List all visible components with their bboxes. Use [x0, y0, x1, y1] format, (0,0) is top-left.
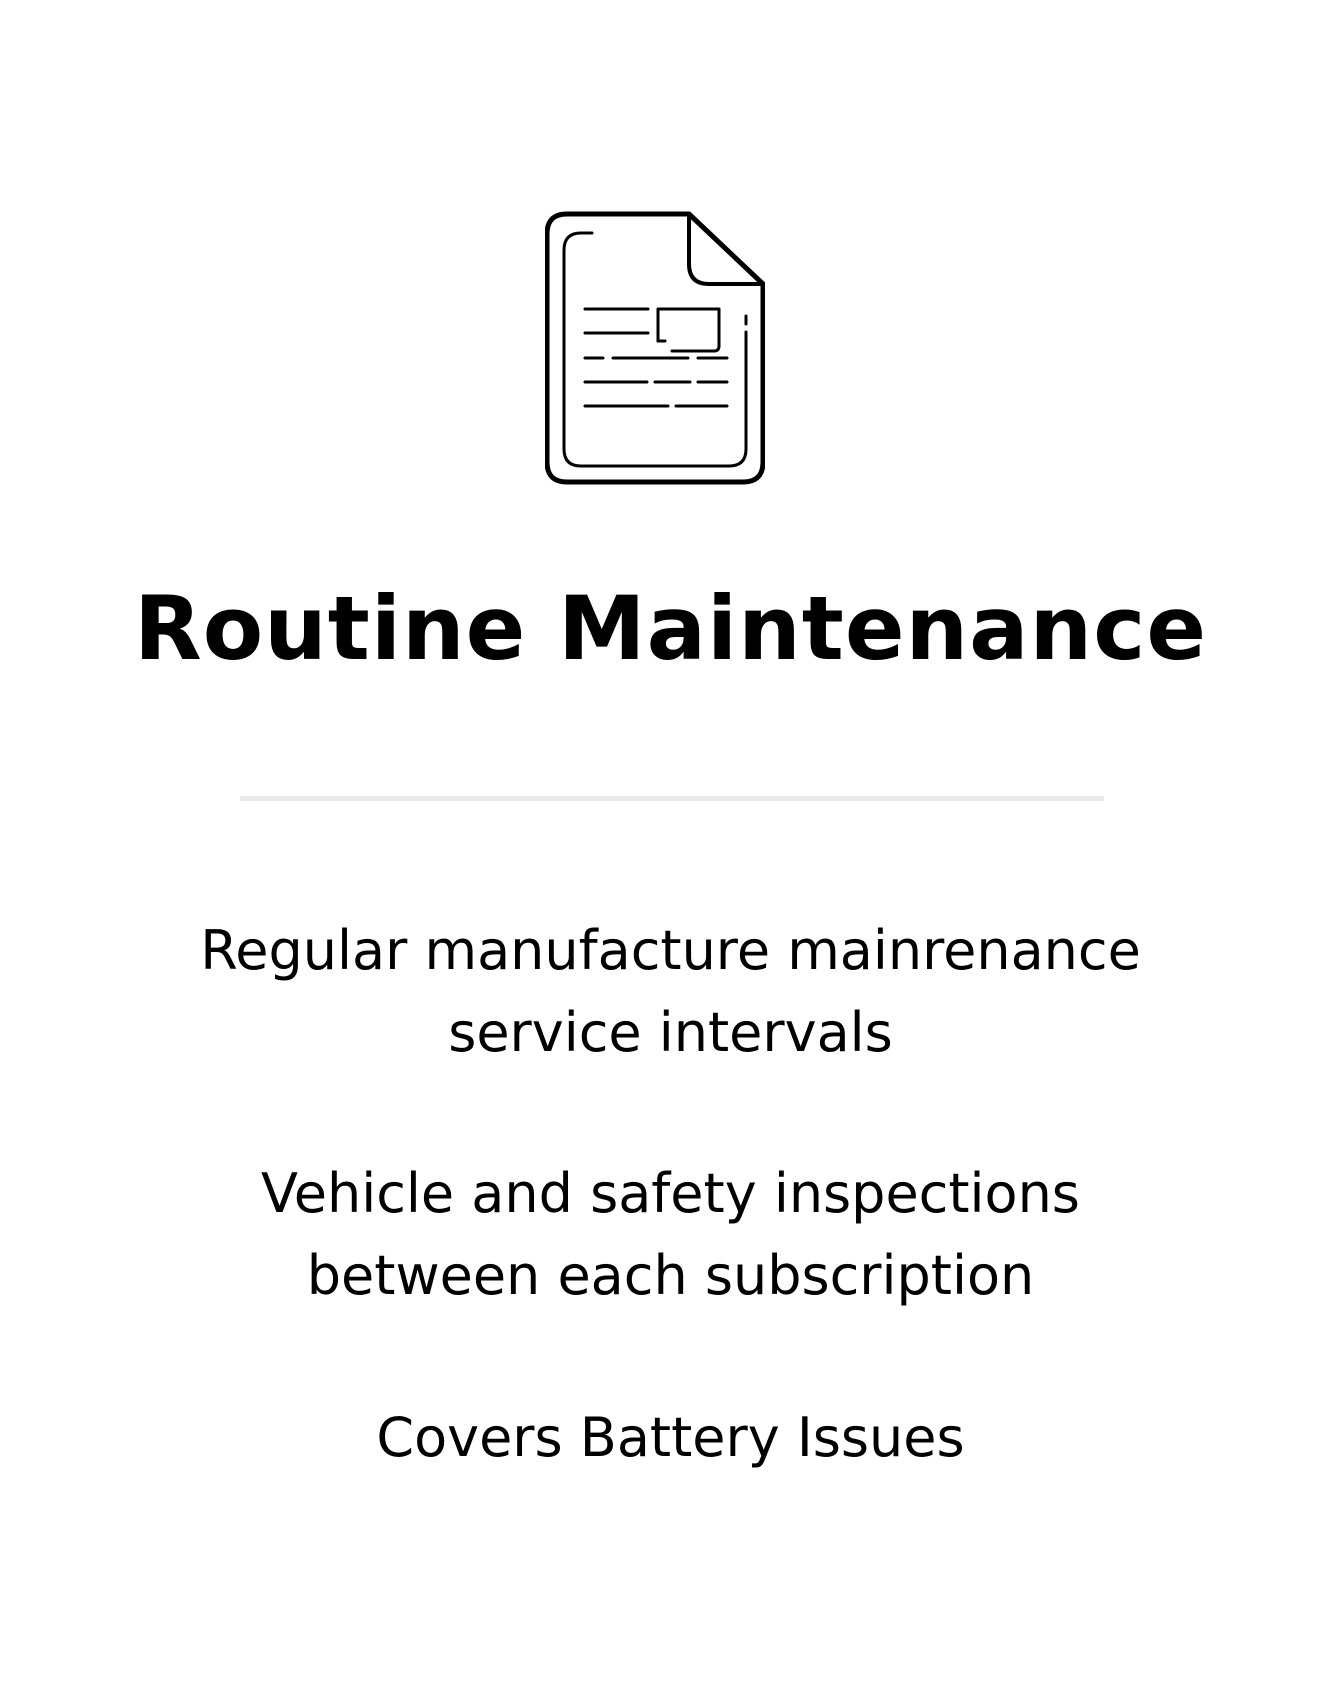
feature-line: Regular manufacture mainrenance	[200, 919, 1141, 982]
document-icon	[545, 208, 765, 488]
feature-line: Vehicle and safety inspections	[261, 1162, 1080, 1225]
feature-line: between each subscription	[306, 1244, 1035, 1307]
feature-battery-issues	[0, 1397, 1341, 1479]
divider	[240, 796, 1104, 801]
feature-line: service intervals	[448, 1001, 893, 1064]
feature-maintenance-intervals	[0, 910, 1341, 1074]
feature-line: Covers Battery Issues	[376, 1406, 965, 1469]
feature-safety-inspections	[0, 1153, 1341, 1317]
card-title: Routine Maintenance	[133, 577, 1208, 680]
